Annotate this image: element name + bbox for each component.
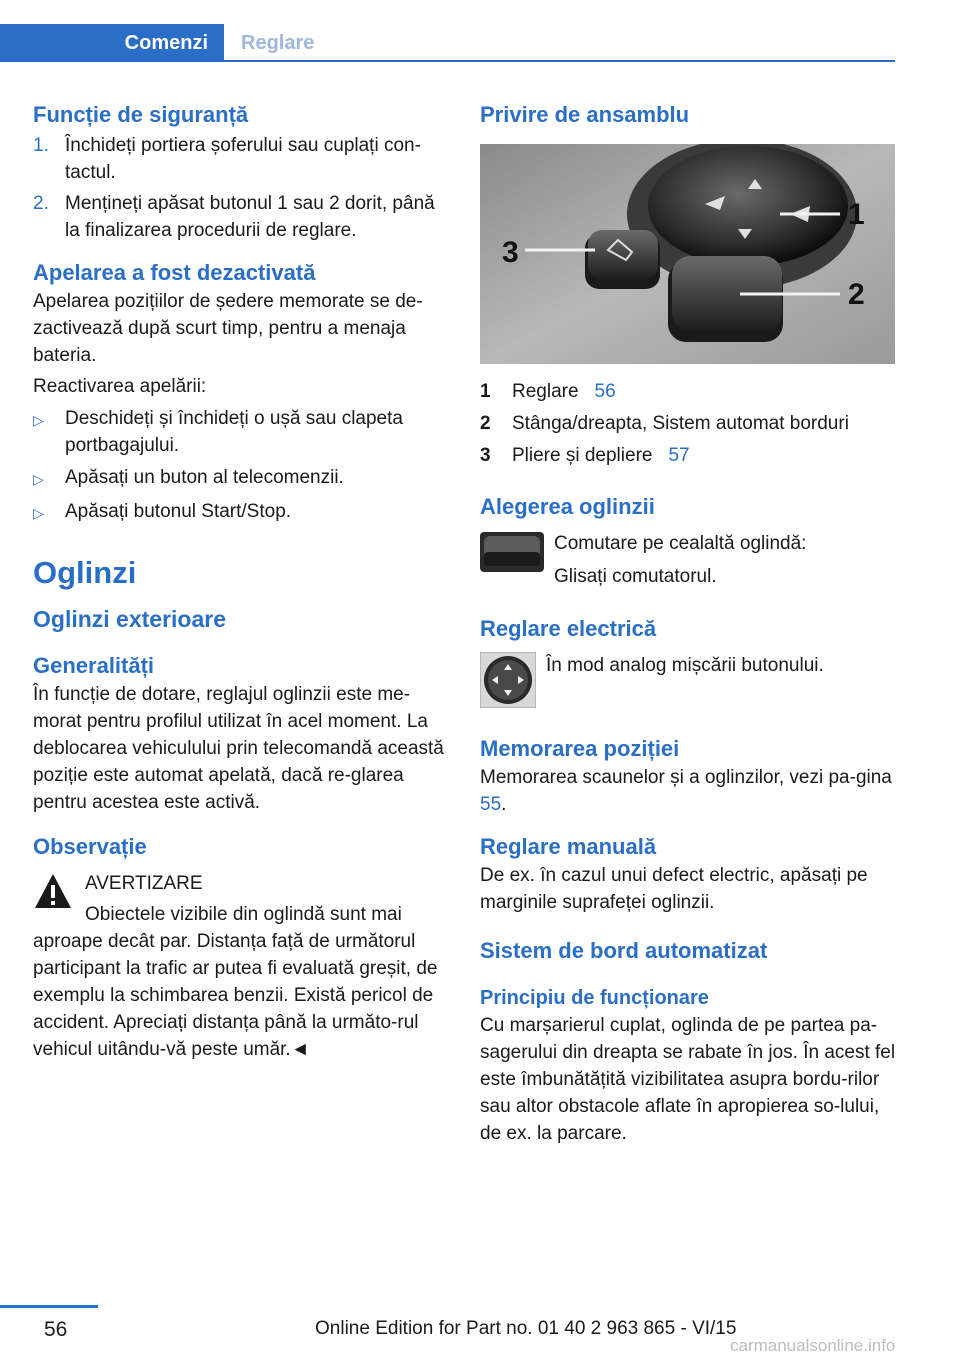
page-header — [0, 24, 895, 62]
reactivate-label: Reactivarea apelării: — [33, 376, 207, 397]
memory-tail: . — [501, 794, 507, 815]
callout-2: 2 — [848, 278, 865, 311]
triangle-bullet-icon: ▷ — [33, 505, 44, 521]
safety-title: Funcție de siguranță — [33, 102, 249, 127]
note-title: Observație — [33, 834, 147, 859]
manual-adjust-title: Reglare manuală — [480, 834, 657, 859]
left-column — [33, 100, 449, 1063]
legend-text: Stânga/dreapta, Sistem automat borduri — [512, 413, 849, 434]
legend-key: 1 — [480, 381, 491, 402]
list-item — [480, 440, 898, 472]
memory-text: Memorarea scaunelor și a oglinzilor, vezi pa-gina — [480, 767, 892, 788]
right-column — [480, 100, 898, 1147]
memory-body — [480, 764, 898, 818]
triangle-bullet-icon: ▷ — [33, 412, 44, 428]
electric-adjust-block — [480, 652, 898, 708]
bullet-text: Deschideți și închideți o ușă sau clapeta portbagajului. — [65, 408, 403, 456]
electric-adjust-body: În mod analog mișcării butonului. — [546, 655, 824, 676]
tab-reglare[interactable]: Reglare — [241, 31, 315, 54]
select-mirror-line2: Glisați comutatorul. — [554, 566, 717, 587]
step-text: Mențineți apăsat butonul 1 sau 2 dorit, până la finalizarea procedurii de reglare. — [65, 193, 435, 241]
legend-key: 3 — [480, 445, 491, 466]
warning-body: aproape decât par. Distanța față de următorul participant la trafic ar putea fi evaluată greșit, de exemplu la schimbarea benzii. Există pericol de accident. Apreciați distanța până la următo-rul vehicul uitându-vă peste umăr.◄ — [33, 931, 438, 1060]
mirror-adjust-knob-icon — [480, 652, 536, 708]
electric-adjust-title: Reglare electrică — [480, 616, 657, 641]
mirror-switch-photo — [480, 144, 895, 364]
step-number: 2. — [33, 193, 49, 214]
mirrors-title: Oglinzi — [33, 555, 137, 590]
list-item — [33, 498, 449, 527]
warning-first-line: Obiectele vizibile din oglindă sunt mai — [85, 904, 402, 925]
page-link[interactable]: 57 — [668, 445, 690, 466]
deactivated-body: Apelarea pozițiilor de ședere memorate se de-zactivează după scurt timp, pentru a menaja bateria. — [33, 291, 423, 366]
deactivated-title: Apelarea a fost dezactivată — [33, 260, 316, 285]
safety-steps — [33, 132, 449, 244]
warning-triangle-icon — [33, 872, 73, 910]
step-text: Închideți portiera șoferului sau cuplați con-tactul. — [65, 135, 421, 183]
exterior-mirrors-title: Oglinzi exterioare — [33, 606, 227, 632]
bullet-text: Apăsați butonul Start/Stop. — [65, 501, 292, 522]
auto-curb-body: Cu marșarierul cuplat, oglinda de pe partea pa-sagerului din dreapta se rabate în jos. În acest fel este îmbunătățită vizibilitatea asupra bordu-rilor sau altor obstacole aflate în apropierea so-lului, de ex. la parcare. — [480, 1015, 896, 1144]
list-item — [33, 132, 449, 186]
select-mirror-line1: Comutare pe cealaltă oglindă: — [554, 533, 807, 554]
list-item — [33, 464, 449, 493]
overview-title: Privire de ansamblu — [480, 102, 690, 127]
principle-title: Principiu de funcționare — [480, 987, 709, 1009]
page-number: 56 — [44, 1318, 68, 1341]
general-title: Generalități — [33, 653, 155, 678]
callout-1: 1 — [848, 198, 865, 231]
legend-text: Reglare — [512, 381, 579, 402]
page-link[interactable]: 56 — [594, 381, 616, 402]
general-body: În funcție de dotare, reglajul oglinzii este me-morat pentru profilul utilizat în acel moment. La deblocarea vehiculului prin telecomandă această poziție este automat apelată, dacă re-glarea pentru acestea este activă. — [33, 684, 444, 813]
step-number: 1. — [33, 135, 49, 156]
select-mirror-title: Alegerea oglinzii — [480, 494, 655, 519]
legend-text: Pliere și depliere — [512, 445, 653, 466]
header-rule — [0, 60, 895, 62]
triangle-bullet-icon: ▷ — [33, 471, 44, 487]
watermark: carmanualsonline.info — [730, 1336, 896, 1355]
manual-adjust-body: De ex. în cazul unui defect electric, apăsați pe marginile suprafeței oglinzii. — [480, 865, 868, 913]
select-mirror-block — [480, 530, 898, 590]
edition-text: Online Edition for Part no. 01 40 2 963 865 - VI/15 — [315, 1318, 737, 1339]
auto-curb-title: Sistem de bord automatizat — [480, 938, 768, 963]
overview-legend — [480, 376, 898, 472]
footer-rule — [0, 1305, 98, 1308]
bullet-text: Apăsați un buton al telecomenzii. — [65, 467, 344, 488]
callout-3: 3 — [502, 236, 519, 269]
legend-key: 2 — [480, 413, 491, 434]
reactivate-list — [33, 405, 449, 527]
list-item — [480, 408, 898, 440]
warning-block — [33, 870, 449, 928]
list-item — [33, 190, 449, 244]
list-item — [33, 405, 449, 459]
page-link[interactable]: 55 — [480, 794, 502, 815]
list-item — [480, 376, 898, 408]
warning-label: AVERTIZARE — [85, 873, 203, 894]
memory-title: Memorarea poziției — [480, 736, 680, 761]
mirror-toggle-switch-icon — [480, 532, 544, 572]
tab-comenzi[interactable]: Comenzi — [0, 24, 224, 62]
